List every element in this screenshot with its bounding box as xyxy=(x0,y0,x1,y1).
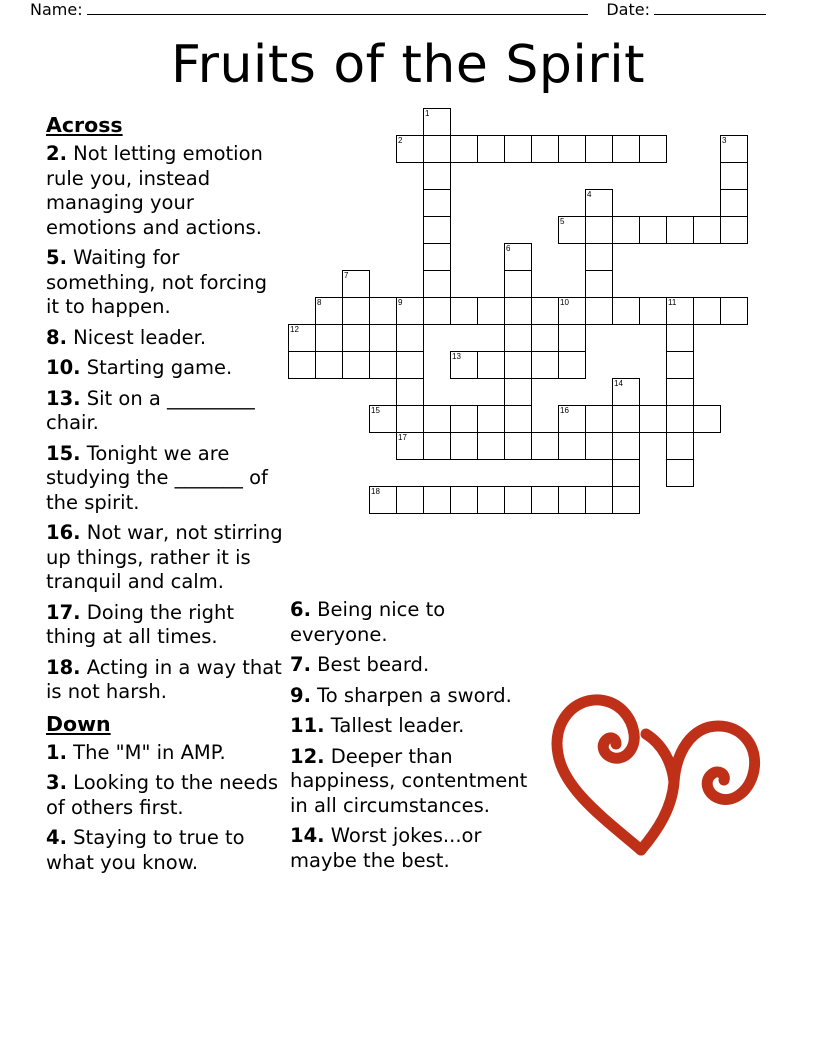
grid-cell[interactable] xyxy=(666,297,694,325)
clue-item xyxy=(290,824,530,873)
clue-item xyxy=(290,598,530,647)
clue-text: Best beard. xyxy=(310,653,430,676)
date-write-line[interactable] xyxy=(654,2,766,15)
grid-cell[interactable] xyxy=(666,324,694,352)
clue-number: 3. xyxy=(46,771,67,794)
clue-item xyxy=(46,656,284,705)
page-title: Fruits of the Spirit xyxy=(170,35,646,95)
name-write-line[interactable] xyxy=(87,2,589,15)
grid-cell[interactable] xyxy=(315,297,343,325)
grid-cell[interactable] xyxy=(423,486,451,514)
grid-cell[interactable] xyxy=(585,270,613,298)
clue-text: Not war, not stirring up things, rather it is tranquil and calm. xyxy=(46,521,283,593)
clue-item xyxy=(46,246,284,320)
clue-text: Nicest leader. xyxy=(66,325,207,349)
grid-cell[interactable] xyxy=(396,324,424,352)
grid-cell[interactable] xyxy=(504,243,532,271)
grid-cell[interactable] xyxy=(504,432,532,460)
grid-cell[interactable] xyxy=(693,297,721,325)
grid-cell-number: 5 xyxy=(560,217,565,226)
grid-cell[interactable] xyxy=(450,297,478,325)
clue-text: Staying to true to what you know. xyxy=(46,826,245,874)
grid-cell[interactable] xyxy=(720,162,748,190)
grid-cell[interactable] xyxy=(612,135,640,163)
grid-cell[interactable] xyxy=(585,135,613,163)
grid-cell[interactable] xyxy=(720,297,748,325)
clue-number: 12. xyxy=(290,744,325,768)
grid-cell[interactable] xyxy=(369,486,397,514)
clue-item xyxy=(46,521,284,595)
grid-cell[interactable] xyxy=(558,216,586,244)
down-clue-list-part2 xyxy=(290,598,530,873)
grid-cell[interactable] xyxy=(423,432,451,460)
grid-cell[interactable] xyxy=(342,351,370,379)
clue-number: 15. xyxy=(46,441,81,465)
grid-cell-number: 14 xyxy=(614,379,623,388)
grid-cell[interactable] xyxy=(612,486,640,514)
grid-cell-number: 10 xyxy=(560,298,569,307)
clue-item xyxy=(46,741,284,766)
grid-cell[interactable] xyxy=(585,243,613,271)
name-label: Name: xyxy=(30,0,83,19)
grid-cell[interactable] xyxy=(423,216,451,244)
clue-number: 11. xyxy=(290,714,325,737)
grid-cell-number: 12 xyxy=(290,325,299,334)
clue-item xyxy=(46,601,284,650)
grid-cell-number: 9 xyxy=(398,298,403,307)
grid-cell[interactable] xyxy=(639,405,667,433)
grid-cell[interactable] xyxy=(396,378,424,406)
grid-cell[interactable] xyxy=(666,405,694,433)
grid-cell[interactable] xyxy=(423,108,451,136)
clue-text: The "M" in AMP. xyxy=(66,740,226,764)
grid-cell[interactable] xyxy=(612,405,640,433)
across-heading: Across xyxy=(46,113,123,137)
clue-item xyxy=(290,745,530,819)
clue-text: Waiting for something, not forcing it to happen. xyxy=(46,246,268,318)
clue-text: Tonight we are studying the _______ of the spirit. xyxy=(46,441,268,514)
grid-cell[interactable] xyxy=(423,405,451,433)
grid-cell[interactable] xyxy=(477,405,505,433)
grid-cell-number: 15 xyxy=(371,406,380,415)
clues-column-left xyxy=(46,112,284,881)
grid-cell[interactable] xyxy=(450,135,478,163)
grid-cell[interactable] xyxy=(342,270,370,298)
grid-cell[interactable] xyxy=(477,351,505,379)
clue-text: Sit on a _________ chair. xyxy=(46,386,255,434)
grid-cell-number: 3 xyxy=(722,136,727,145)
grid-cell[interactable] xyxy=(558,432,586,460)
grid-cell[interactable] xyxy=(423,297,451,325)
clue-number: 5. xyxy=(46,246,67,269)
grid-cell[interactable] xyxy=(504,405,532,433)
grid-cell[interactable] xyxy=(396,486,424,514)
clue-text: Doing the right thing at all times. xyxy=(46,600,235,648)
grid-cell[interactable] xyxy=(396,297,424,325)
grid-cell[interactable] xyxy=(693,216,721,244)
grid-cell[interactable] xyxy=(612,378,640,406)
clue-number: 17. xyxy=(46,600,81,624)
grid-cell[interactable] xyxy=(369,405,397,433)
grid-cell[interactable] xyxy=(396,351,424,379)
grid-cell[interactable] xyxy=(666,378,694,406)
grid-cell[interactable] xyxy=(558,405,586,433)
grid-cell-number: 7 xyxy=(344,271,349,280)
grid-cell[interactable] xyxy=(450,432,478,460)
grid-cell[interactable] xyxy=(342,324,370,352)
clue-item xyxy=(290,684,530,709)
grid-cell[interactable] xyxy=(477,297,505,325)
clue-item xyxy=(46,442,284,516)
grid-cell[interactable] xyxy=(585,297,613,325)
grid-cell[interactable] xyxy=(477,135,505,163)
grid-cell[interactable] xyxy=(666,459,694,487)
clue-number: 7. xyxy=(290,653,311,676)
grid-cell[interactable] xyxy=(315,351,343,379)
grid-cell-number: 17 xyxy=(398,433,407,442)
clue-number: 1. xyxy=(46,740,67,764)
grid-cell[interactable] xyxy=(585,216,613,244)
clue-number: 9. xyxy=(290,683,311,707)
grid-cell-number: 8 xyxy=(317,298,322,307)
grid-cell[interactable] xyxy=(288,351,316,379)
grid-cell[interactable] xyxy=(558,486,586,514)
grid-cell[interactable] xyxy=(342,297,370,325)
clue-text: Looking to the needs of others first. xyxy=(46,771,279,819)
grid-cell[interactable] xyxy=(531,135,559,163)
grid-cell[interactable] xyxy=(585,432,613,460)
grid-cell[interactable] xyxy=(450,405,478,433)
grid-cell[interactable] xyxy=(666,432,694,460)
grid-cell[interactable] xyxy=(396,405,424,433)
clue-number: 18. xyxy=(46,655,81,679)
clue-text: Deeper than happiness, contentment in all circumstances. xyxy=(290,744,528,817)
clue-item xyxy=(46,326,284,351)
two-hearts-graphic xyxy=(546,678,766,868)
clue-item xyxy=(46,142,284,240)
grid-cell[interactable] xyxy=(288,324,316,352)
clue-item xyxy=(46,826,284,875)
grid-cell[interactable] xyxy=(558,351,586,379)
grid-cell-number: 16 xyxy=(560,406,569,415)
clue-number: 2. xyxy=(46,142,67,165)
grid-cell[interactable] xyxy=(585,405,613,433)
grid-cell[interactable] xyxy=(477,432,505,460)
grid-cell[interactable] xyxy=(396,135,424,163)
grid-cell[interactable] xyxy=(504,351,532,379)
clue-item xyxy=(46,771,284,820)
grid-cell-number: 18 xyxy=(371,487,380,496)
clue-text: Starting game. xyxy=(80,356,233,379)
grid-cell[interactable] xyxy=(612,216,640,244)
grid-cell[interactable] xyxy=(504,270,532,298)
grid-cell[interactable] xyxy=(423,135,451,163)
grid-cell[interactable] xyxy=(477,486,505,514)
grid-cell[interactable] xyxy=(423,243,451,271)
clue-text: Acting in a way that is not harsh. xyxy=(46,655,282,703)
grid-cell[interactable] xyxy=(558,324,586,352)
down-clue-list-part1 xyxy=(46,741,284,876)
clue-number: 13. xyxy=(46,386,81,410)
clue-text: Tallest leader. xyxy=(324,714,465,737)
grid-cell[interactable] xyxy=(531,486,559,514)
grid-cell[interactable] xyxy=(504,324,532,352)
grid-cell[interactable] xyxy=(612,297,640,325)
grid-cell[interactable] xyxy=(396,432,424,460)
clue-number: 10. xyxy=(46,356,81,379)
grid-cell[interactable] xyxy=(450,486,478,514)
grid-cell[interactable] xyxy=(504,297,532,325)
grid-cell[interactable] xyxy=(369,351,397,379)
grid-cell[interactable] xyxy=(450,351,478,379)
across-clue-list xyxy=(46,142,284,705)
grid-cell[interactable] xyxy=(558,297,586,325)
grid-cell[interactable] xyxy=(585,486,613,514)
clue-number: 16. xyxy=(46,521,81,544)
grid-cell[interactable] xyxy=(666,216,694,244)
grid-cell-number: 6 xyxy=(506,244,511,253)
grid-cell-number: 2 xyxy=(398,136,403,145)
grid-cell[interactable] xyxy=(639,297,667,325)
grid-cell-number: 11 xyxy=(668,298,677,307)
grid-cell[interactable] xyxy=(612,432,640,460)
date-label: Date: xyxy=(606,0,650,19)
clue-text: Being nice to everyone. xyxy=(290,598,446,646)
grid-cell[interactable] xyxy=(720,216,748,244)
grid-cell[interactable] xyxy=(693,405,721,433)
clue-item xyxy=(46,387,284,436)
grid-cell[interactable] xyxy=(423,189,451,217)
clue-number: 14. xyxy=(290,824,325,847)
grid-cell[interactable] xyxy=(612,459,640,487)
grid-cell[interactable] xyxy=(558,135,586,163)
grid-cell[interactable] xyxy=(369,297,397,325)
grid-cell-number: 13 xyxy=(452,352,461,361)
grid-cell[interactable] xyxy=(504,486,532,514)
clues-column-middle xyxy=(290,598,530,879)
name-date-line xyxy=(30,0,770,26)
grid-cell[interactable] xyxy=(531,297,559,325)
grid-cell[interactable] xyxy=(639,216,667,244)
grid-cell[interactable] xyxy=(585,189,613,217)
clue-text: Not letting emotion rule you, instead managing your emotions and actions. xyxy=(46,142,263,239)
clue-item xyxy=(290,714,530,739)
grid-cell[interactable] xyxy=(531,432,559,460)
clue-number: 4. xyxy=(46,826,67,849)
grid-cell[interactable] xyxy=(720,135,748,163)
grid-cell[interactable] xyxy=(639,135,667,163)
clue-number: 8. xyxy=(46,325,67,349)
grid-cell-number: 4 xyxy=(587,190,592,199)
grid-cell[interactable] xyxy=(423,270,451,298)
grid-cell[interactable] xyxy=(504,135,532,163)
grid-cell[interactable] xyxy=(423,162,451,190)
grid-cell[interactable] xyxy=(531,351,559,379)
clue-item xyxy=(290,653,530,678)
clue-text: To sharpen a sword. xyxy=(310,683,512,707)
grid-cell-number: 1 xyxy=(425,109,430,118)
clue-text: Worst jokes...or maybe the best. xyxy=(290,824,482,872)
grid-cell[interactable] xyxy=(504,378,532,406)
clue-item xyxy=(46,356,284,381)
clue-number: 6. xyxy=(290,598,311,621)
down-heading: Down xyxy=(46,711,111,736)
grid-cell[interactable] xyxy=(666,351,694,379)
grid-cell[interactable] xyxy=(720,189,748,217)
crossword-grid[interactable] xyxy=(288,108,788,573)
